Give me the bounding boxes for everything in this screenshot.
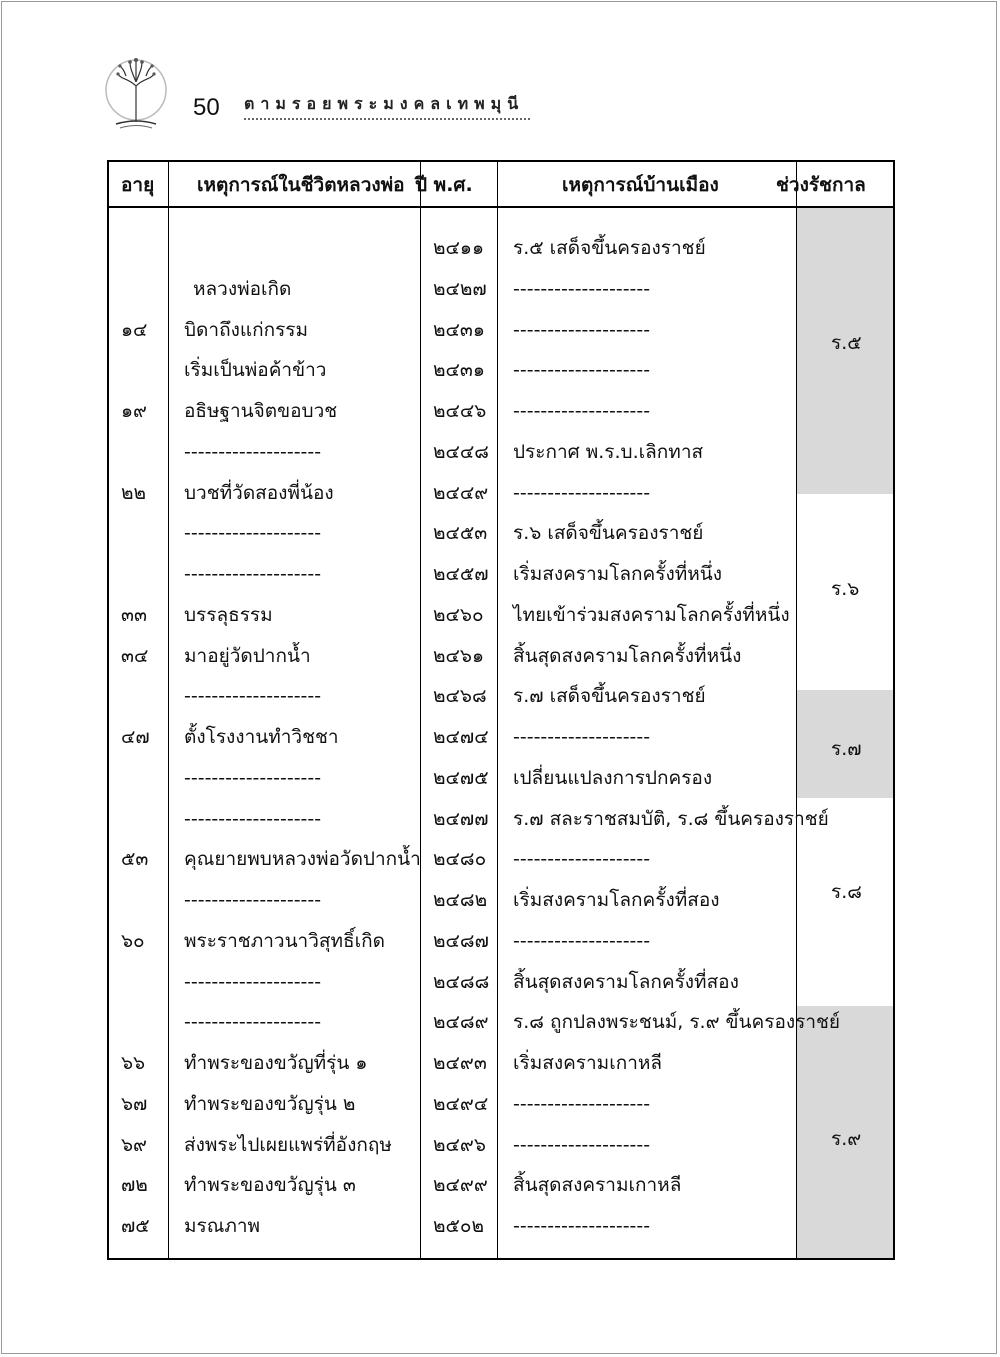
year-cell: ๒๔๘๙: [433, 1011, 489, 1033]
page-number: 50: [193, 94, 220, 121]
national-event-cell: --------------------: [513, 1093, 651, 1115]
national-event-cell: --------------------: [513, 359, 651, 381]
national-event-cell: ประกาศ พ.ร.บ.เลิกทาส: [513, 441, 704, 463]
lotus-logo-icon: [100, 52, 172, 134]
age-cell: ๖๙: [121, 1134, 147, 1156]
reign-label-r7: ร.๗: [831, 738, 862, 760]
age-cell: ๑๙: [121, 400, 147, 422]
year-cell: ๒๔๑๑: [433, 237, 485, 259]
reign-label-r6: ร.๖: [831, 578, 860, 600]
header-age: อายุ: [121, 174, 155, 196]
national-event-cell: ไทยเข้าร่วมสงครามโลกครั้งที่หนึ่ง: [513, 604, 790, 626]
year-cell: ๒๔๗๔: [433, 726, 489, 748]
national-event-cell: สิ้นสุดสงครามโลกครั้งที่หนึ่ง: [513, 645, 742, 667]
reign-label-r9: ร.๙: [831, 1128, 862, 1150]
age-cell: ๕๓: [121, 848, 149, 870]
life-event-cell: --------------------: [184, 441, 322, 463]
column-divider: [796, 161, 797, 1259]
life-event-cell: --------------------: [184, 685, 322, 707]
year-cell: ๒๔๘๐: [433, 848, 487, 870]
national-event-cell: --------------------: [513, 1215, 651, 1237]
national-event-cell: เริ่มสงครามโลกครั้งที่หนึ่ง: [513, 563, 723, 585]
year-cell: ๒๔๖๑: [433, 645, 485, 667]
column-divider: [168, 161, 169, 1259]
national-event-cell: ร.๖ เสด็จขึ้นครองราชย์: [513, 522, 704, 544]
year-cell: ๒๔๖๐: [433, 604, 484, 626]
header-year: ปี พ.ศ.: [415, 174, 473, 196]
life-event-cell: ทำพระของขวัญที่รุ่น ๑: [184, 1052, 368, 1074]
title-dotted-rule: [244, 118, 530, 122]
year-cell: ๒๔๒๗: [433, 278, 487, 300]
year-cell: ๒๔๔๖: [433, 400, 487, 422]
year-cell: ๒๕๐๒: [433, 1215, 485, 1237]
year-cell: ๒๔๙๙: [433, 1174, 488, 1196]
age-cell: ๖๐: [121, 930, 145, 952]
age-cell: ๖๖: [121, 1052, 146, 1074]
national-event-cell: ร.๘ ถูกปลงพระชนม์, ร.๙ ขึ้นครองราชย์: [513, 1011, 841, 1033]
year-cell: ๒๔๙๓: [433, 1052, 487, 1074]
national-event-cell: สิ้นสุดสงครามโลกครั้งที่สอง: [513, 971, 739, 993]
life-event-cell: ทำพระของขวัญรุ่น ๒: [184, 1093, 356, 1115]
life-event-cell: --------------------: [184, 808, 322, 830]
age-cell: ๓๔: [121, 645, 149, 667]
national-event-cell: ร.๕ เสด็จขึ้นครองราชย์: [513, 237, 706, 259]
year-cell: ๒๔๔๙: [433, 482, 489, 504]
life-event-cell: ตั้งโรงงานทำวิชชา: [184, 726, 339, 748]
year-cell: ๒๔๘๒: [433, 889, 488, 911]
national-event-cell: --------------------: [513, 848, 651, 870]
life-event-cell: --------------------: [184, 971, 322, 993]
year-cell: ๒๔๔๘: [433, 441, 489, 463]
age-cell: ๗๕: [121, 1215, 150, 1237]
life-event-cell: อธิษฐานจิตขอบวช: [184, 400, 338, 422]
year-cell: ๒๔๖๘: [433, 685, 487, 707]
life-event-cell: บวชที่วัดสองพี่น้อง: [184, 482, 334, 504]
life-event-cell: พระราชภาวนาวิสุทธิ์เกิด: [184, 930, 385, 952]
life-event-cell: เริ่มเป็นพ่อค้าข้าว: [184, 359, 327, 381]
year-cell: ๒๔๓๑: [433, 359, 485, 381]
national-event-cell: --------------------: [513, 726, 651, 748]
national-event-cell: เริ่มสงครามเกาหลี: [513, 1052, 663, 1074]
year-cell: ๒๔๙๔: [433, 1093, 489, 1115]
life-event-cell: --------------------: [184, 767, 322, 789]
national-event-cell: สิ้นสุดสงครามเกาหลี: [513, 1174, 682, 1196]
life-event-cell: --------------------: [184, 889, 322, 911]
life-event-cell: หลวงพ่อเกิด: [193, 278, 292, 300]
life-event-cell: --------------------: [184, 1011, 322, 1033]
age-cell: ๒๒: [121, 482, 147, 504]
year-cell: ๒๔๘๘: [433, 971, 490, 993]
national-event-cell: --------------------: [513, 400, 651, 422]
year-cell: ๒๔๗๗: [433, 808, 489, 830]
age-cell: ๑๔: [121, 319, 148, 341]
life-event-cell: --------------------: [184, 522, 322, 544]
age-cell: ๗๒: [121, 1174, 148, 1196]
national-event-cell: เปลี่ยนแปลงการปกครอง: [513, 767, 713, 789]
age-cell: ๔๗: [121, 726, 150, 748]
life-event-cell: บรรลุธรรม: [184, 604, 273, 626]
life-event-cell: ทำพระของขวัญรุ่น ๓: [184, 1174, 356, 1196]
year-cell: ๒๔๘๗: [433, 930, 489, 952]
column-divider: [420, 161, 421, 1259]
year-cell: ๒๔๗๕: [433, 767, 489, 789]
reign-label-r8: ร.๘: [831, 881, 862, 903]
column-divider: [497, 161, 498, 1259]
header-life-event: เหตุการณ์ในชีวิตหลวงพ่อ: [197, 174, 405, 196]
life-event-cell: --------------------: [184, 563, 322, 585]
header-reign: ช่วงรัชกาล: [776, 174, 866, 196]
life-event-cell: บิดาถึงแก่กรรม: [184, 319, 309, 341]
age-cell: ๓๓: [121, 604, 147, 626]
national-event-cell: --------------------: [513, 482, 651, 504]
national-event-cell: ร.๗ สละราชสมบัติ, ร.๘ ขึ้นครองราชย์: [513, 808, 829, 830]
age-cell: ๖๗: [121, 1093, 148, 1115]
life-event-cell: คุณยายพบหลวงพ่อวัดปากน้ำ: [184, 848, 421, 870]
year-cell: ๒๔๕๓: [433, 522, 488, 544]
year-cell: ๒๔๕๗: [433, 563, 489, 585]
national-event-cell: --------------------: [513, 278, 651, 300]
national-event-cell: ร.๗ เสด็จขึ้นครองราชย์: [513, 685, 706, 707]
reign-label-r5: ร.๕: [831, 332, 862, 354]
year-cell: ๒๔๙๖: [433, 1134, 486, 1156]
year-cell: ๒๔๓๑: [433, 319, 485, 341]
national-event-cell: เริ่มสงครามโลกครั้งที่สอง: [513, 889, 720, 911]
life-event-cell: มาอยู่วัดปากน้ำ: [184, 645, 311, 667]
header-rule: [107, 206, 895, 208]
national-event-cell: --------------------: [513, 319, 651, 341]
header-national-event: เหตุการณ์บ้านเมือง: [562, 174, 719, 196]
national-event-cell: --------------------: [513, 930, 651, 952]
life-event-cell: ส่งพระไปเผยแพร่ที่อังกฤษ: [184, 1134, 392, 1156]
national-event-cell: --------------------: [513, 1134, 651, 1156]
life-event-cell: มรณภาพ: [184, 1215, 261, 1237]
running-title: ตามรอยพระมงคลเทพมุนี: [244, 94, 525, 113]
